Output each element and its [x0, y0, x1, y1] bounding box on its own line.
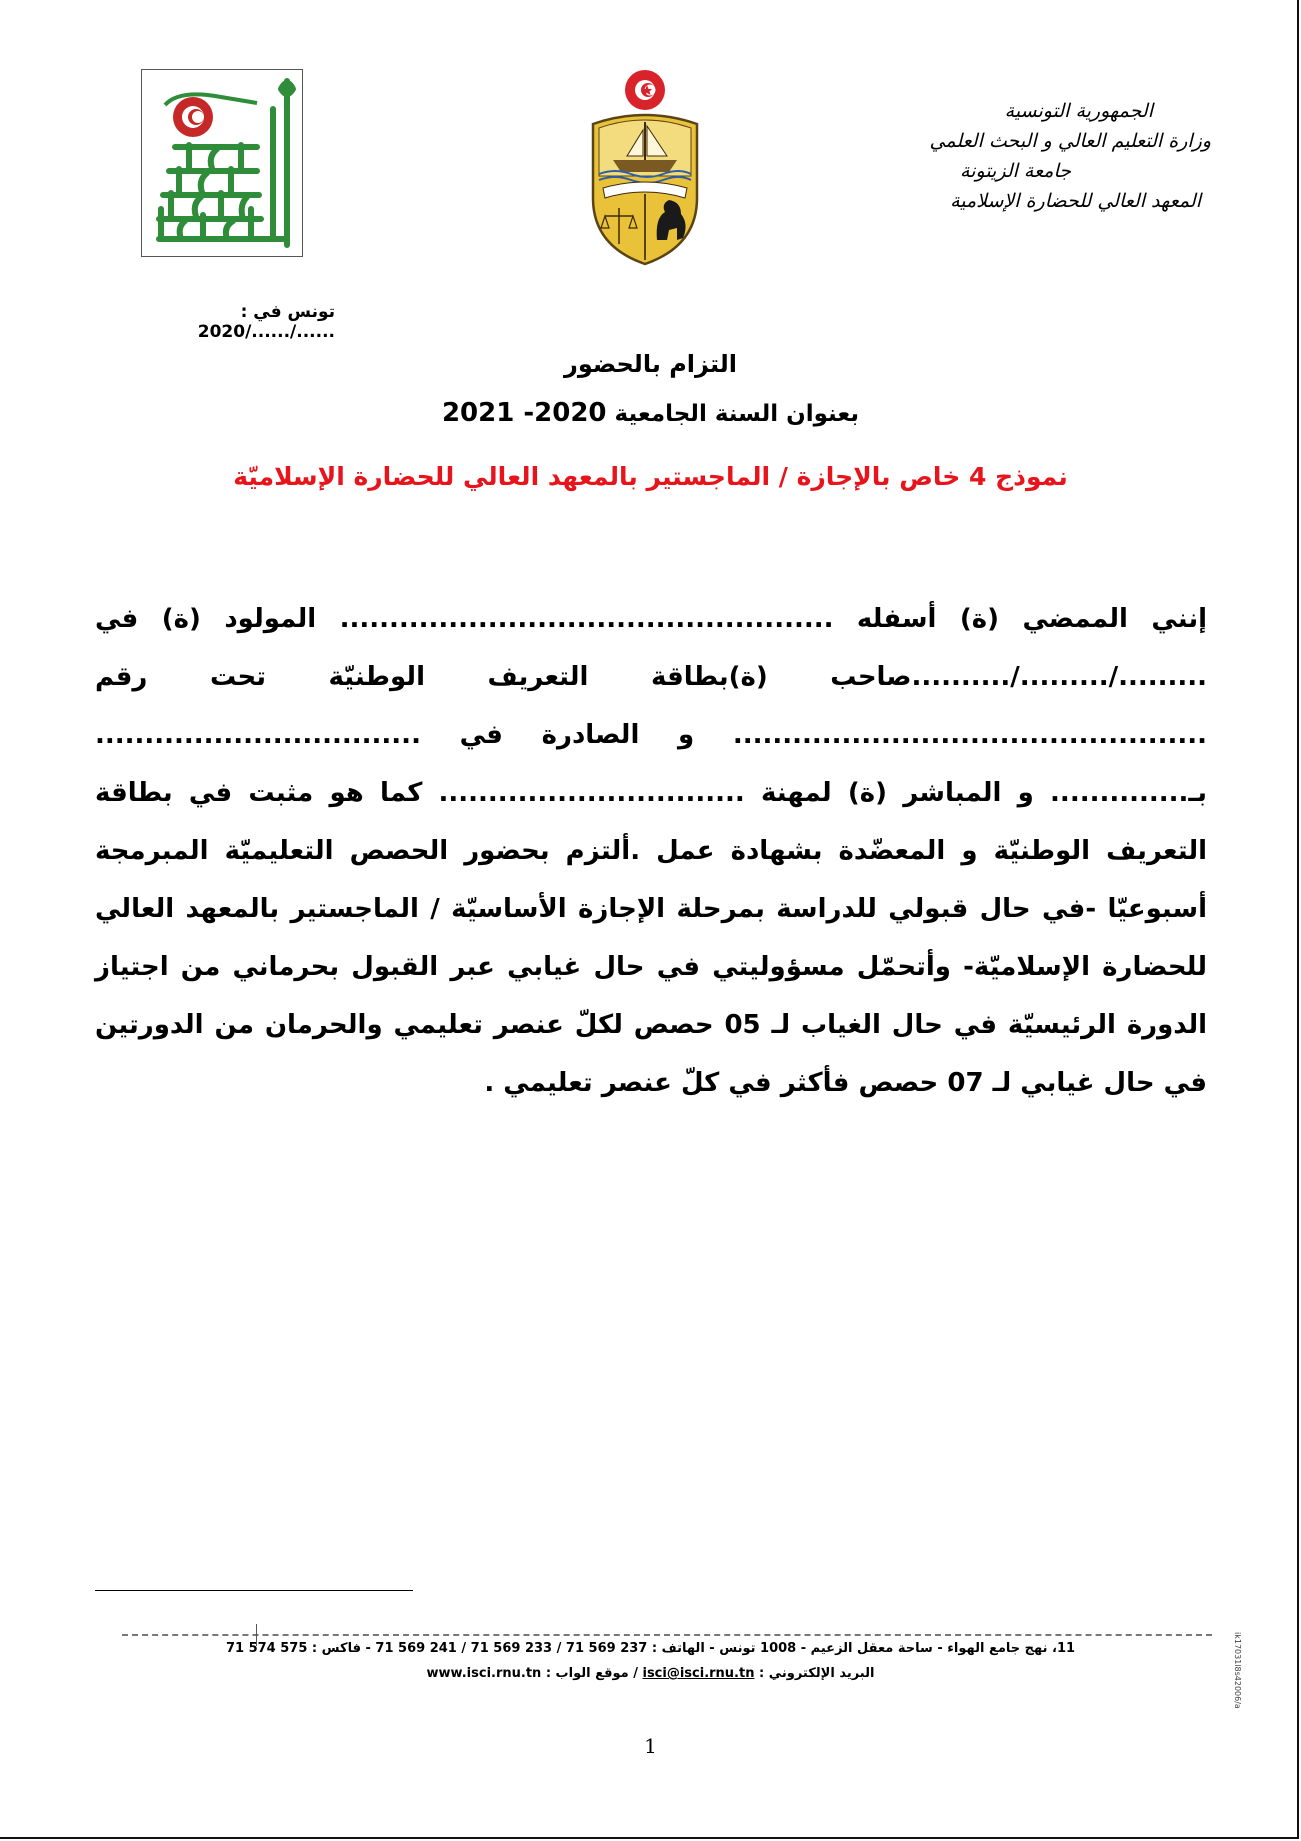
footer-dashed-line	[122, 1634, 1212, 1636]
isci-calligraphy-logo-icon	[141, 69, 303, 257]
tunisia-coat-of-arms-icon	[585, 68, 705, 266]
footer-address: 11، نهج جامع الهواء - ساحة معقل الزعيم - 1008 تونس - الهاتف : 237 569 71 / 233 569 71 / 241 569 71 - فاكس : 575 574 71	[225, 1641, 1076, 1656]
footer-contact	[0, 1666, 1301, 1681]
footer-side-code: ik17031l8s42006/a	[1233, 1632, 1242, 1709]
academic-year-label: بعنوان السنة الجامعية	[606, 401, 860, 427]
academic-year-line	[0, 398, 1301, 428]
footer-website-link[interactable]: www.isci.rnu.tn	[426, 1666, 542, 1681]
ministry-line-university: جامعة الزيتونة	[960, 160, 1071, 182]
ministry-header	[791, 96, 1211, 216]
date-line: تونس في : ....../....../2020	[197, 302, 335, 342]
ministry-line-institute: المعهد العالي للحضارة الإسلامية	[950, 190, 1201, 212]
document-title: التزام بالحضور	[564, 350, 737, 378]
form-model-title: نموذج 4 خاص بالإجازة / الماجستير بالمعهد العالي للحضارة الإسلاميّة	[233, 462, 1068, 491]
footer-email-link[interactable]: isci@isci.rnu.tn	[642, 1666, 755, 1681]
footer-email-label: البريد الإلكتروني :	[754, 1666, 875, 1681]
footnote-separator	[95, 1590, 413, 1591]
ministry-line-republic: الجمهورية التونسية	[1004, 100, 1153, 122]
page-number: 1	[644, 1734, 657, 1758]
footer-web-label: / موقع الواب :	[541, 1666, 643, 1681]
ministry-line-ministry: وزارة التعليم العالي و البحث العلمي	[929, 130, 1211, 152]
commitment-body	[95, 590, 1207, 1112]
commitment-paragraph: إنني الممضي (ة) أسفله .................................................. المولود (ة) في ........./........./..........صاحب (ة)بطاقة التعريف الوطنيّة تحت رقم ................................................ و الصادرة في ................................. بـ.............. و المباشر (ة) لمهنة ............................... كما هو مثبت في بطاقة التعريف الوطنيّة و المعضّدة بشهادة عمل .ألتزم بحضور الحصص التعليميّة المبرمجة أسبوعيّا -في حال قبولي للدراسة بمرحلة الإجازة الأساسيّة / الماجستير بالمعهد العالي للحضارة الإسلاميّة- وأتحمّل مسؤوليتي في حال غيابي عبر القبول بحرماني من اجتياز الدورة الرئيسيّة في حال الغياب لـ 05 حصص لكلّ عنصر تعليمي والحرمان من الدورتين في حال غيابي لـ 07 حصص فأكثر في كلّ عنصر تعليمي .	[95, 604, 1207, 1098]
academic-year-value: 2020- 2021	[441, 398, 607, 428]
